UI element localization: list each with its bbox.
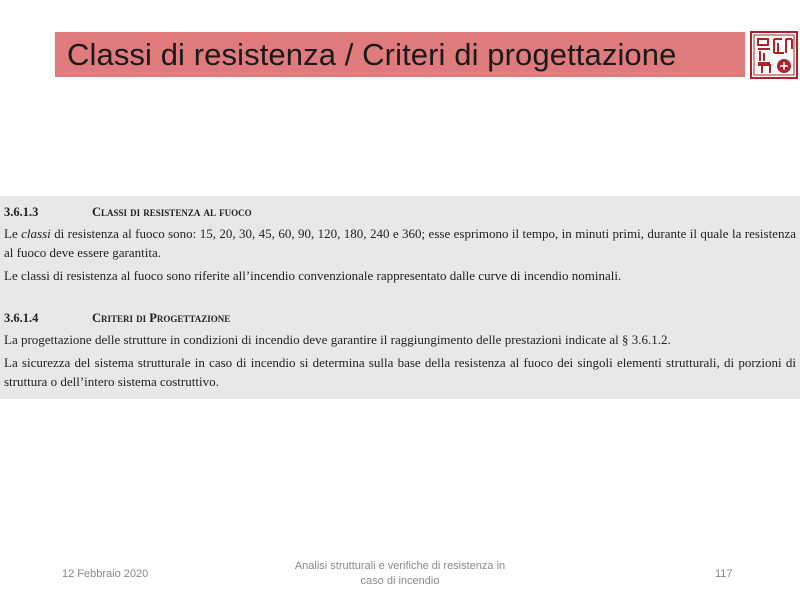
paragraph-criteri-sicurezza: La sicurezza del sistema strutturale in caso di incendio si determina sulla base della resistenza al fuoco dei singoli elementi strutturali, di porzioni di struttura o dell’intero sistema costruttivo. — [4, 355, 796, 389]
paragraph-classi-definition — [4, 224, 796, 262]
section-heading-classi — [4, 205, 252, 220]
section-title: Classi di resistenza al fuoco — [92, 205, 252, 219]
footer-date: 12 Febbraio 2020 — [62, 568, 149, 580]
paragraph-rest: di resistenza al fuoco sono: 15, 20, 30, 45, 60, 90, 120, 180, 240 e 360; esse esprimono il tempo, in minuti primi, durante il quale la resistenza al fuoco deve essere garantita. — [4, 226, 796, 260]
section-number: 3.6.1.4 — [4, 311, 39, 325]
section-number: 3.6.1.3 — [4, 205, 39, 219]
footer-title-line-2: caso di incendio — [360, 575, 440, 587]
footer-title — [260, 559, 540, 589]
paragraph-emphasis: classi — [21, 226, 51, 241]
section-title: Criteri di Progettazione — [92, 311, 231, 325]
regulation-excerpt — [0, 196, 800, 399]
footer-title-line-1: Analisi strutturali e verifiche di resistenza in — [294, 560, 506, 572]
paragraph-lead: Le — [4, 226, 22, 241]
slide-title: Classi di resistenza / Criteri di progettazione — [67, 36, 677, 72]
footer-page-number: 117 — [715, 568, 733, 580]
section-heading-criteri — [4, 311, 230, 326]
seal-logo-icon — [750, 31, 798, 79]
paragraph-classi-reference: Le classi di resistenza al fuoco sono riferite all’incendio convenzionale rappresentato dalle curve di incendio nominali. — [4, 268, 622, 283]
paragraph-criteri-prestazioni: La progettazione delle strutture in condizioni di incendio deve garantire il raggiungimento delle prestazioni indicate al § 3.6.1.2. — [4, 332, 671, 347]
slide-title-bar — [55, 32, 745, 77]
